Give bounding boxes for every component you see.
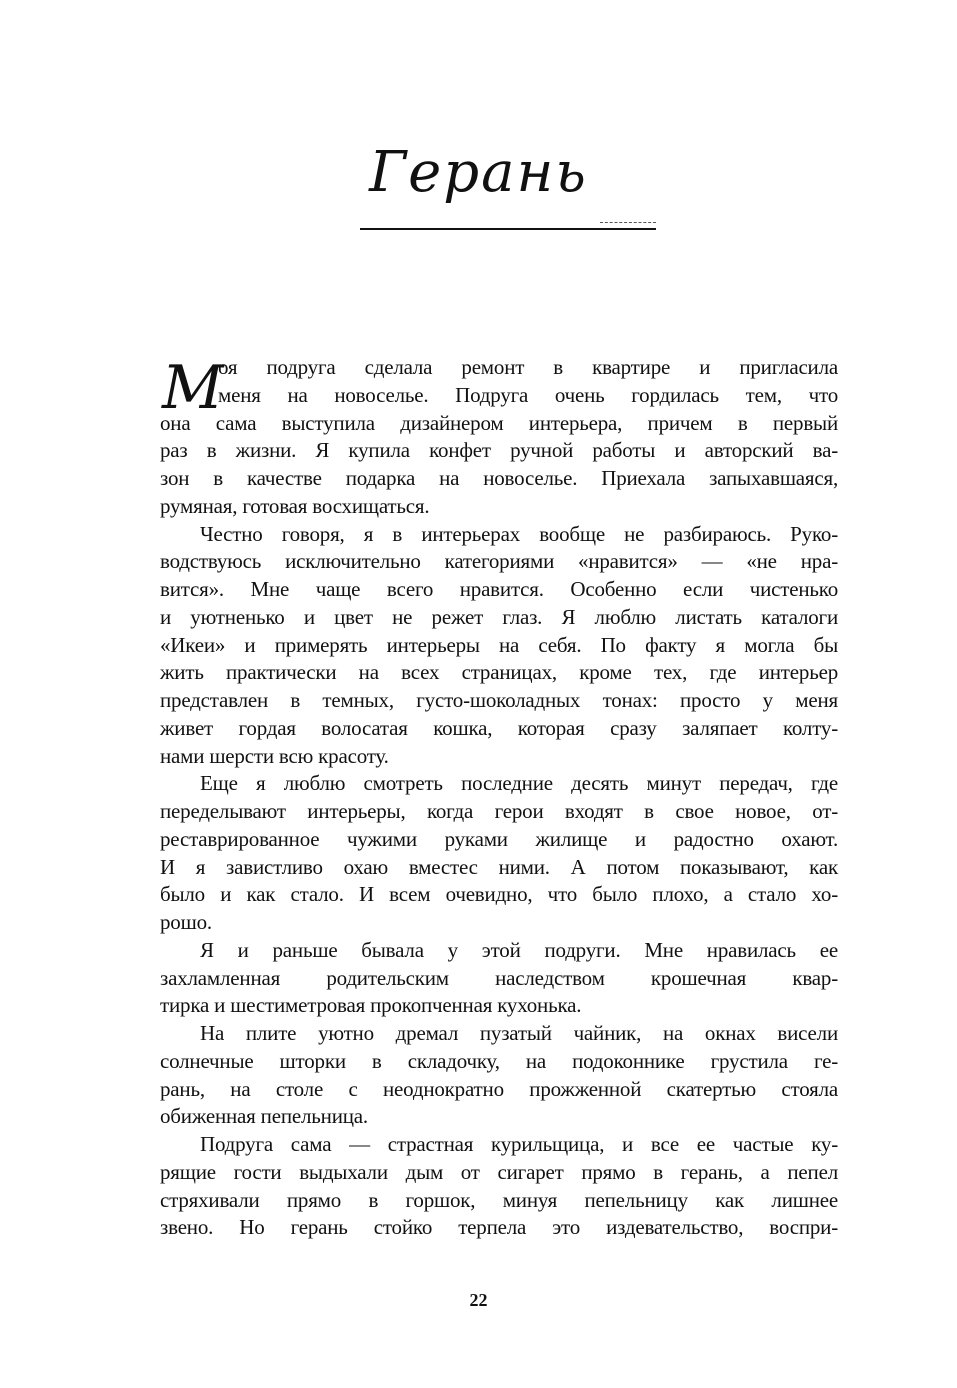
- paragraph: [160, 1020, 838, 1131]
- text-line: оя подруга сделала ремонт в квартире и пригласила: [218, 355, 838, 379]
- text-line: румяная, готовая восхищаться.: [160, 493, 430, 518]
- text-line: было и как стало. И всем очевидно, что было плохо, а стало хо-: [160, 882, 838, 907]
- text-line: переделывают интерьеры, когда герои входят в свое новое, от-: [160, 799, 838, 823]
- title-underline: [360, 228, 656, 230]
- text-line: захламленная родительским наследством крошечная квар-: [160, 965, 838, 990]
- text-line: И я завистливо охаю вместес ними. А потом показывают, как: [160, 854, 838, 879]
- text-line: Подруга сама — страстная курильщица, и все ее частые ку-: [200, 1132, 838, 1156]
- text-line: рань, на столе с неоднократно прожженной скатертью стояла: [160, 1076, 838, 1101]
- text-line: меня на новоселье. Подруга очень гордилась тем, что: [218, 382, 838, 407]
- chapter-title: Герань: [369, 140, 588, 205]
- text-line: обиженная пепельница.: [160, 1104, 368, 1129]
- text-line: «Икеи» и примерять интерьеры на себя. По факту я могла бы: [160, 632, 838, 657]
- text-line: Честно говоря, я в интерьерах вообще не разбираюсь. Руко-: [200, 521, 838, 546]
- paragraph: [160, 354, 838, 521]
- text-line: и уютненько и цвет не режет глаз. Я люблю листать каталоги: [160, 604, 838, 629]
- title-underline-tail: [600, 222, 656, 223]
- text-line: Еще я люблю смотреть последние десять минут передач, где: [200, 771, 838, 796]
- text-line: стряхивали прямо в горшок, минуя пепельницу как лишнее: [160, 1187, 838, 1212]
- text-line: представлен в темных, густо-шоколадных тонах: просто у меня: [160, 688, 838, 712]
- text-line: раз в жизни. Я купила конфет ручной работы и авторский ва-: [160, 438, 838, 463]
- text-line: живет гордая волосатая кошка, которая сразу заляпает колту-: [160, 715, 838, 740]
- text-line: вится». Мне чаще всего нравится. Особенно если чистенько: [160, 577, 838, 601]
- text-line: жить практически на всех страницах, кроме тех, где интерьер: [160, 660, 838, 685]
- text-line: она сама выступила дизайнером интерьера, причем в первый: [160, 410, 838, 435]
- text-line: рошо.: [160, 910, 212, 934]
- body-text: [160, 354, 838, 1242]
- paragraph: [160, 1131, 838, 1242]
- text-line: звено. Но герань стойко терпела это издевательство, воспри-: [160, 1215, 838, 1240]
- page-number: 22: [469, 1290, 488, 1310]
- paragraph: [160, 937, 838, 1020]
- text-line: Я и раньше бывала у этой подруги. Мне нравилась ее: [200, 937, 838, 962]
- drop-cap: М: [162, 353, 224, 423]
- paragraph: [160, 770, 838, 937]
- text-line: солнечные шторки в складочку, на подоконнике грустила ге-: [160, 1048, 838, 1073]
- text-line: На плите уютно дремал пузатый чайник, на окнах висели: [200, 1021, 838, 1045]
- text-line: рящие гости выдыхали дым от сигарет прямо в герань, а пепел: [160, 1159, 838, 1184]
- text-line: водствуюсь исключительно категориями «нравится» — «не нра-: [160, 549, 838, 574]
- text-line: зон в качестве подарка на новоселье. Приехала запыхавшаяся,: [160, 466, 838, 490]
- text-line: реставрированное чужими руками жилище и радостно охают.: [160, 826, 838, 851]
- text-line: нами шерсти всю красоту.: [160, 743, 389, 768]
- paragraph: [160, 521, 838, 771]
- text-line: тирка и шестиметровая прокопченная кухонька.: [160, 993, 582, 1018]
